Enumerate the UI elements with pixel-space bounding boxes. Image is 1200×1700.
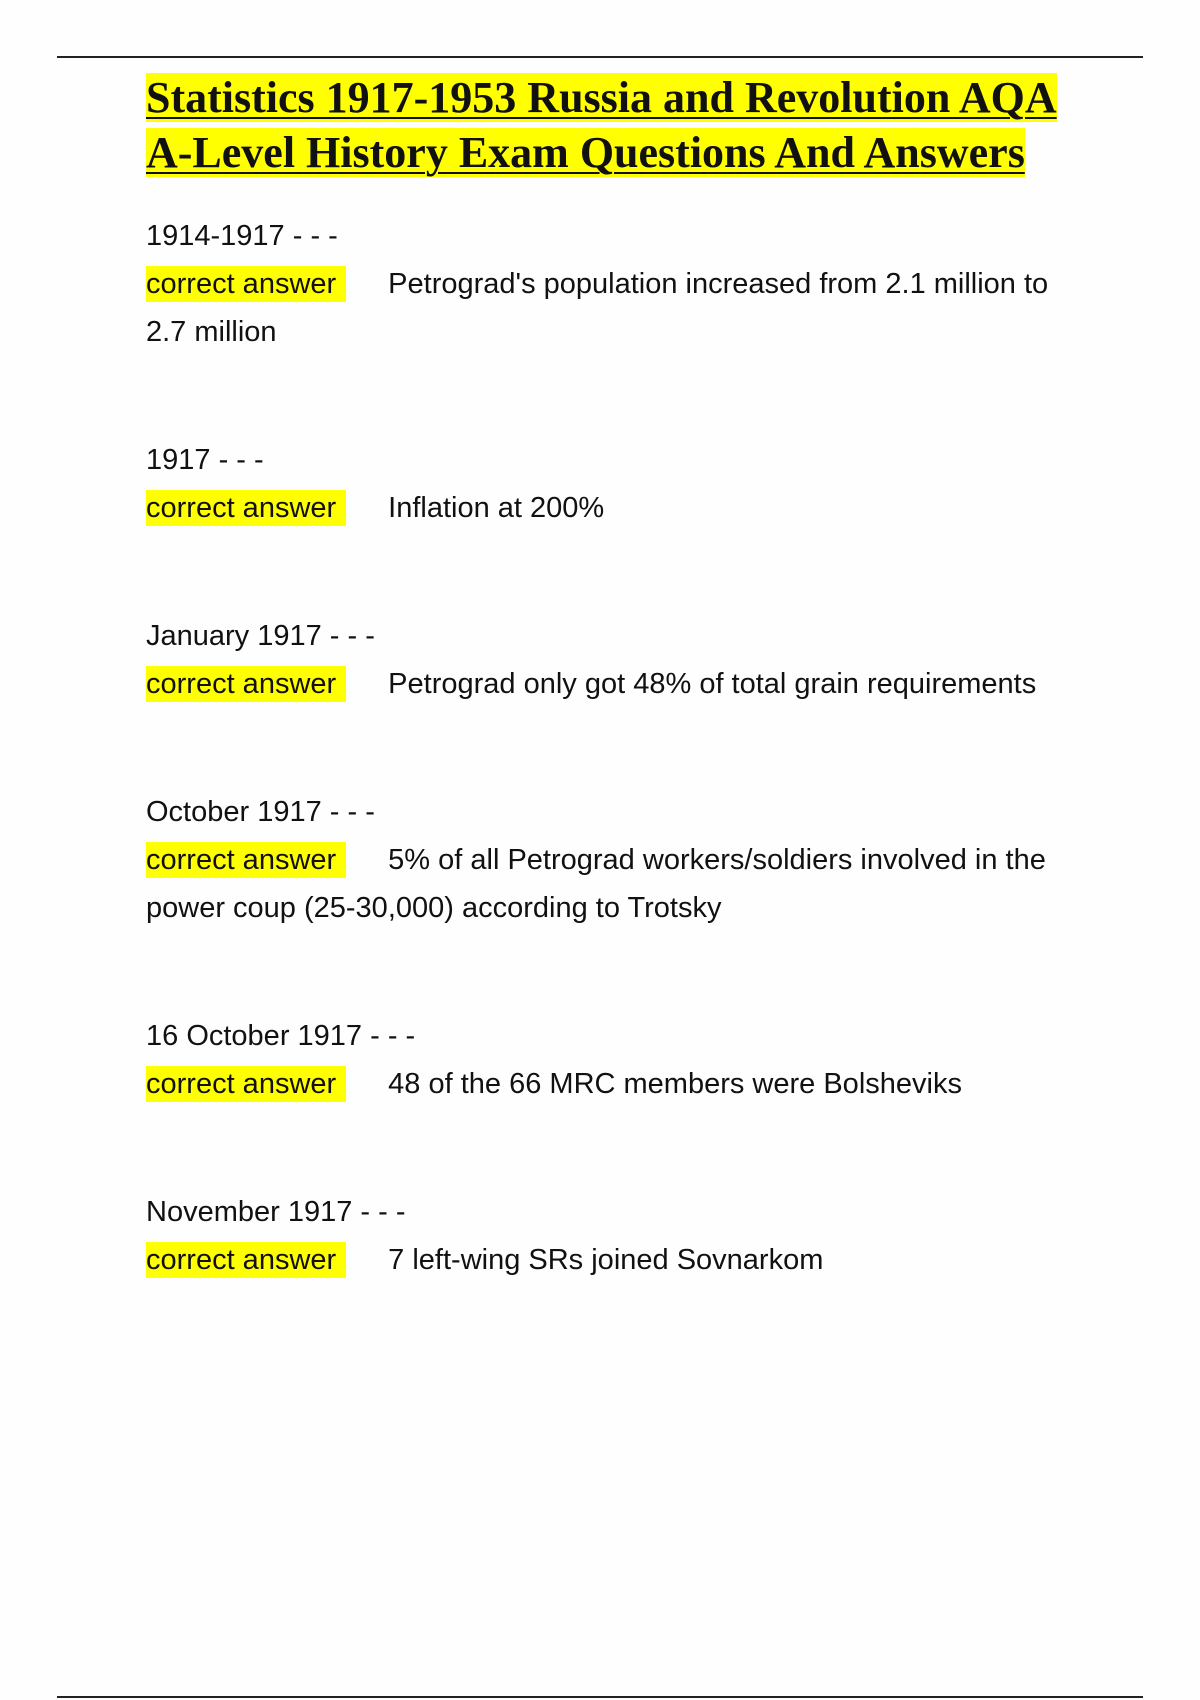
answer-line [146, 484, 1076, 532]
document-title [146, 70, 1076, 180]
question-text: 1917 - - - [146, 444, 264, 476]
question-text: November 1917 - - - [146, 1196, 406, 1228]
question-text: January 1917 - - - [146, 620, 375, 652]
answer-line [146, 836, 1076, 932]
qa-item [146, 1012, 1076, 1108]
answer-text: 5% of all Petrograd workers/soldiers involved in the power coup (25-30,000) according to Trotsky [146, 844, 1046, 924]
question-text: October 1917 - - - [146, 796, 375, 828]
qa-item [146, 436, 1076, 532]
document-page [146, 70, 1076, 1284]
qa-item [146, 1188, 1076, 1284]
qa-item [146, 788, 1076, 932]
answer-text: 48 of the 66 MRC members were Bolsheviks [388, 1068, 962, 1100]
answer-text: Inflation at 200% [388, 492, 605, 524]
document-title-text: Statistics 1917-1953 Russia and Revolution AQA A-Level History Exam Questions And Answers [146, 73, 1057, 177]
correct-answer-badge: correct answer [146, 490, 346, 526]
answer-line [146, 1236, 1076, 1284]
correct-answer-badge: correct answer [146, 842, 346, 878]
correct-answer-badge: correct answer [146, 666, 346, 702]
answer-text: Petrograd's population increased from 2.1 million to 2.7 million [146, 268, 1049, 348]
correct-answer-badge: correct answer [146, 1242, 346, 1278]
answer-line [146, 1060, 1076, 1108]
qa-item [146, 612, 1076, 708]
qa-item [146, 212, 1076, 356]
answer-text: 7 left-wing SRs joined Sovnarkom [388, 1244, 824, 1276]
bottom-rule [57, 1696, 1143, 1698]
correct-answer-badge: correct answer [146, 1066, 346, 1102]
top-rule [57, 56, 1143, 58]
answer-line [146, 260, 1076, 356]
answer-line [146, 660, 1076, 708]
qa-list [146, 212, 1076, 1284]
question-text: 16 October 1917 - - - [146, 1020, 416, 1052]
answer-text: Petrograd only got 48% of total grain requirements [388, 668, 1037, 700]
question-text: 1914-1917 - - - [146, 220, 338, 252]
correct-answer-badge: correct answer [146, 266, 346, 302]
